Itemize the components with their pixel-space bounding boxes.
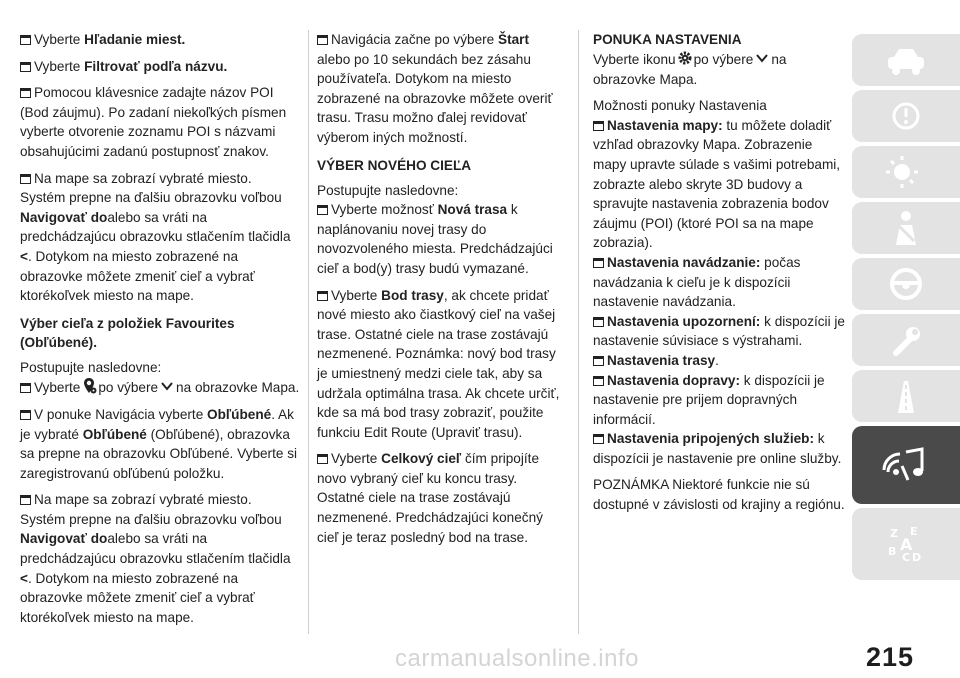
tab-warning-lights[interactable] bbox=[852, 90, 960, 142]
bullet-icon bbox=[317, 291, 328, 301]
tab-index[interactable] bbox=[852, 508, 960, 580]
bullet-icon bbox=[20, 495, 31, 505]
bullet-icon bbox=[593, 376, 604, 386]
bullet-icon bbox=[593, 258, 604, 268]
gear-icon bbox=[677, 49, 693, 67]
column-3 bbox=[593, 30, 849, 522]
bullet-icon bbox=[20, 35, 31, 45]
paragraph: Vyberte Hľadanie miest. bbox=[20, 30, 300, 50]
bullet-icon bbox=[593, 434, 604, 444]
chapter-tabs bbox=[852, 34, 960, 584]
paragraph: Vyberte možnosť Nová trasa k naplánovaniu novej trasy do novozvoleného miesta. Predchádzajúci cieľ a bod(y) trasy budú vymazané. bbox=[317, 202, 553, 276]
chevron-down-icon bbox=[754, 49, 770, 67]
paragraph: Postupujte nasledovne: bbox=[317, 182, 459, 198]
paragraph: Navigácia začne po výbere Štart alebo po 10 sekundách bez zásahu používateľa. Dotykom na miesto zobrazené na obrazovke môžete overiť trasu. Trasu možno ďalej revidovať výberom iných možností. bbox=[317, 32, 553, 145]
paragraph: Nastavenia mapy: tu môžete doladiť vzhľad obrazovky Mapa. Zobrazenie mapy upravte súlade s vašimi potrebami, zobrazte alebo skryte 3D budovy a spravujte nastavenia zobrazenia bodov záujmu (POI) (ktoré POI sa na mape zobrazia). bbox=[593, 117, 841, 251]
tab-driving[interactable] bbox=[852, 258, 960, 310]
paragraph: Možnosti ponuky Nastavenia bbox=[593, 98, 767, 114]
tab-maintenance[interactable] bbox=[852, 314, 960, 366]
svg-text:B: B bbox=[888, 545, 897, 558]
paragraph: Na mape sa zobrazí vybraté miesto. Systém prepne na ďalšiu obrazovku voľbou Navigovať doalebo sa vráti na predchádzajúcu obrazovku stlačením tlačidla <. Dotykom na miesto zobrazené na obrazovke môžete zmeniť cieľ a vybrať ktorékoľvek miesto na mape. bbox=[20, 492, 291, 625]
svg-text:D: D bbox=[912, 551, 922, 564]
bullet-icon bbox=[593, 317, 604, 327]
note: POZNÁMKA Niektoré funkcie nie sú dostupné v závislosti od krajiny a regiónu. bbox=[593, 477, 845, 513]
tab-car-info[interactable] bbox=[852, 34, 960, 86]
paragraph: Postupujte nasledovne: bbox=[20, 359, 162, 375]
svg-text:A: A bbox=[900, 535, 913, 554]
paragraph: Na mape sa zobrazí vybraté miesto. Systém prepne na ďalšiu obrazovku voľbou Navigovať doalebo sa vráti na predchádzajúcu obrazovku stlačením tlačidla <. Dotykom na miesto zobrazené na obrazovke môžete zmeniť cieľ a vybrať ktorékoľvek miesto na mape. bbox=[20, 170, 291, 304]
column-1 bbox=[20, 30, 300, 634]
seatbelt-icon bbox=[876, 207, 936, 249]
paragraph: Vyberte Filtrovať podľa názvu. bbox=[20, 57, 300, 77]
paragraph: Pomocou klávesnice zadajte názov POI (Bod záujmu). Po zadaní niekoľkých písmen vyberte otvorenie zoznamu POI s názvami obsahujúcimi zadanú postupnosť znakov. bbox=[20, 85, 287, 159]
page-number: 215 bbox=[866, 642, 915, 672]
wrench-icon bbox=[876, 319, 936, 361]
tab-road[interactable] bbox=[852, 370, 960, 422]
bullet-icon bbox=[20, 62, 31, 72]
bullet-icon bbox=[593, 356, 604, 366]
column-divider bbox=[578, 30, 579, 634]
bullet-icon bbox=[317, 205, 328, 215]
paragraph: V ponuke Navigácia vyberte Obľúbené. Ak je vybraté Obľúbené (Obľúbené), obrazovka sa prepne na obrazovku Obľúbené. Vyberte si zaregistrovanú obľúbenú položku. bbox=[20, 406, 298, 481]
tab-multimedia[interactable] bbox=[852, 426, 960, 504]
sun-icon bbox=[876, 151, 936, 193]
bullet-icon bbox=[20, 383, 31, 393]
watermark: carmanualsonline.info bbox=[395, 645, 639, 672]
road-icon bbox=[876, 375, 936, 417]
multimedia-active-icon bbox=[876, 444, 936, 486]
paragraph: Vyberte Bod trasy, ak chcete pridať nové miesto ako čiastkový cieľ na vašej trase. Ostatné ciele na trase zostávajú nezmenené. Poznámka: nový bod trasy je umiestnený medzi ciele tak, aby sa udržala optimálna trasa. Ak chcete určiť, kde sa má bod trasy zobraziť, použite funkciu Edit Route (Upraviť trasu). bbox=[317, 287, 560, 440]
paragraph: Nastavenia pripojených služieb: k dispozícii je nastavenie pre online služby. bbox=[593, 431, 842, 466]
warning-light-icon bbox=[876, 95, 936, 137]
section-heading: Výber cieľa z položiek Favourites (Obľúbené). bbox=[20, 315, 235, 350]
svg-text:C: C bbox=[902, 551, 911, 564]
paragraph: Vyberte ikonu po výbere na obrazovke Mapa. bbox=[593, 49, 849, 89]
paragraph: Vyberte po výbere na obrazovke Mapa. bbox=[20, 377, 300, 398]
car-info-icon bbox=[876, 39, 936, 81]
bullet-icon bbox=[317, 35, 328, 45]
bullet-icon bbox=[20, 88, 31, 98]
tab-safety[interactable] bbox=[852, 202, 960, 254]
paragraph: Vyberte Celkový cieľ čím pripojíte novo vybraný cieľ ku koncu trasy. Ostatné ciele na trase zostávajú nezmenené. Predchádzajúci konečný cieľ je teraz posledný bod na trase. bbox=[317, 451, 543, 545]
section-heading: VÝBER NOVÉHO CIEĽA bbox=[317, 157, 472, 173]
column-2 bbox=[317, 30, 565, 554]
chevron-down-icon bbox=[159, 377, 175, 395]
svg-text:Z: Z bbox=[890, 527, 898, 540]
svg-text:E: E bbox=[910, 525, 918, 538]
pin-gear-icon bbox=[81, 377, 97, 395]
tab-lights[interactable] bbox=[852, 146, 960, 198]
paragraph: Nastavenia navádzanie: počas navádzania k cieľu je k dispozícii nastavenie navádzania. bbox=[593, 254, 801, 310]
section-heading: PONUKA NASTAVENIA bbox=[593, 32, 742, 47]
paragraph: Nastavenia trasy. bbox=[593, 351, 849, 371]
bullet-icon bbox=[20, 174, 31, 184]
language-index-icon bbox=[876, 523, 936, 565]
bullet-icon bbox=[593, 121, 604, 131]
paragraph: Nastavenia upozornení: k dispozícii je nastavenie súvisiace s výstrahami. bbox=[593, 313, 845, 349]
bullet-icon bbox=[20, 410, 31, 420]
paragraph: Nastavenia dopravy: k dispozícii je nastavenie pre prijem dopravných informácií. bbox=[593, 372, 825, 427]
bullet-icon bbox=[317, 454, 328, 464]
column-divider bbox=[308, 30, 309, 634]
steering-wheel-icon bbox=[876, 263, 936, 305]
